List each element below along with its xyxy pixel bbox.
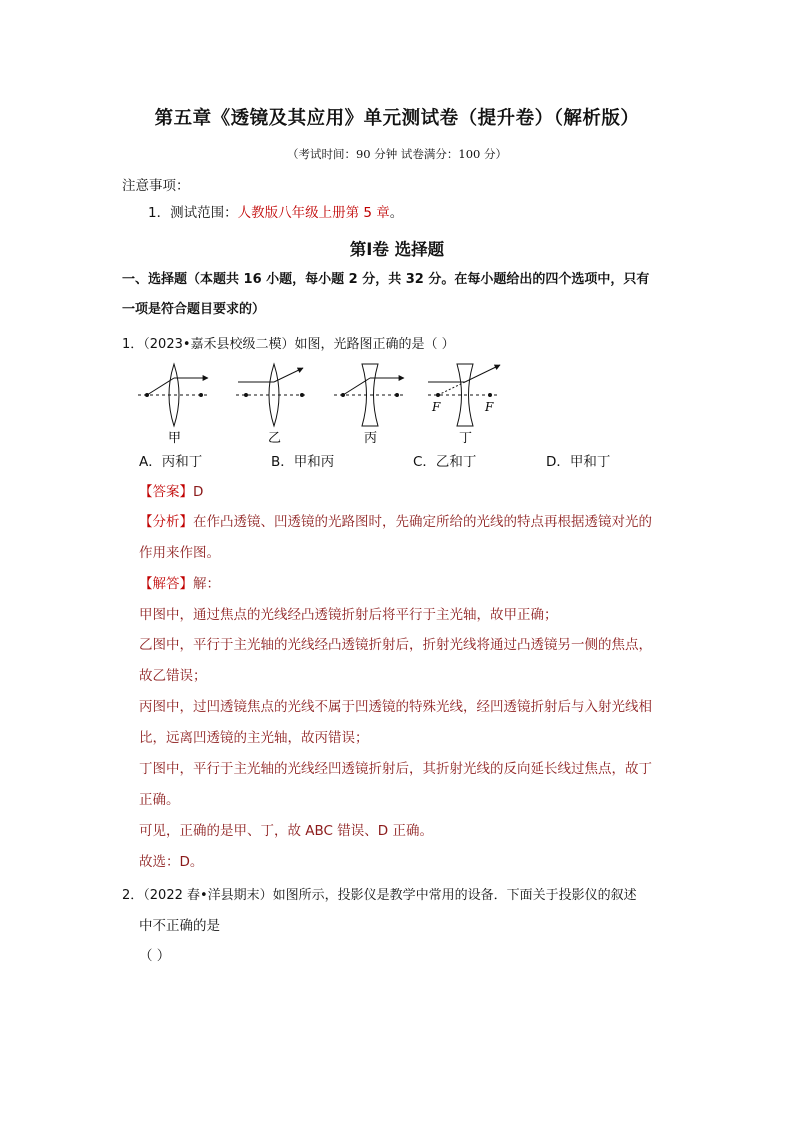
- figure-jia: [138, 364, 210, 426]
- question-2-blank: （ ）: [139, 948, 171, 964]
- question-2-stem-line-1: 2．（2022 春•洋县期末）如图所示，投影仪是教学中常用的设备．下面关于投影仪的叙述: [122, 888, 637, 903]
- solution-line: 甲图中，通过焦点的光线经凸透镜折射后将平行于主光轴，故甲正确；: [139, 607, 558, 623]
- lens-diagram: [128, 360, 528, 450]
- focus-point: [488, 393, 492, 397]
- solution-head: 解：: [193, 576, 220, 592]
- focus-label: F: [432, 400, 441, 414]
- analysis-tag: 【分析】: [139, 514, 193, 530]
- focus-point: [199, 393, 203, 397]
- figure-label-yi: 乙: [268, 431, 282, 446]
- question-2-stem-line-2: 中不正确的是: [139, 918, 220, 934]
- answer-value: D: [193, 484, 204, 500]
- analysis-line-1: [139, 512, 652, 532]
- notice-item-prefix: 1．测试范围：: [148, 205, 238, 221]
- notice-item: [148, 203, 403, 223]
- analysis-line-2: 作用来作图。: [139, 545, 220, 561]
- notice-item-scope: 人教版八年级上册第 5 章: [237, 205, 390, 221]
- focus-label: F: [485, 400, 494, 414]
- figure-label-bing: 丙: [364, 431, 378, 446]
- option-d: D．甲和丁: [546, 454, 611, 470]
- solution-line: 比，远离凹透镜的主光轴，故丙错误；: [139, 730, 369, 746]
- question-1-stem: 1．（2023•嘉禾县校级二模）如图，光路图正确的是（ ）: [122, 337, 455, 352]
- solution-line: 可见，正确的是甲、丁，故 ABC 错误、D 正确。: [139, 823, 433, 839]
- solution-line: 故乙错误；: [139, 668, 207, 684]
- solution-line: 丁图中，平行于主光轴的光线经凹透镜折射后，其折射光线的反向延长线过焦点，故丁: [139, 761, 652, 777]
- notice-heading: 注意事项：: [122, 178, 190, 194]
- notice-item-end: 。: [389, 205, 404, 221]
- solution-tag: 【解答】: [139, 576, 193, 592]
- solution-heading: [139, 574, 220, 594]
- solution-line: 丙图中，过凹透镜焦点的光线不属于凹透镜的特殊光线，经凹透镜折射后与入射光线相: [139, 699, 652, 715]
- option-c: C．乙和丁: [413, 454, 477, 470]
- solution-line: 故选：D。: [139, 854, 204, 870]
- focus-point: [300, 393, 304, 397]
- section-title: 第Ⅰ卷 选择题: [349, 240, 445, 259]
- option-a: A．丙和丁: [139, 454, 203, 470]
- figure-ding: [428, 364, 500, 426]
- answer-line: [139, 482, 203, 502]
- focus-point: [244, 393, 248, 397]
- figure-label-ding: 丁: [459, 431, 473, 446]
- solution-line: 乙图中，平行于主光轴的光线经凸透镜折射后，折射光线将通过凸透镜另一侧的焦点，: [139, 637, 652, 653]
- figure-label-jia: 甲: [168, 431, 182, 446]
- solution-line: 正确。: [139, 792, 180, 808]
- focus-point: [395, 393, 399, 397]
- part-instructions-line-1: 一、选择题（本题共 16 小题，每小题 2 分，共 32 分。在每小题给出的四个选项中，只有: [122, 272, 650, 287]
- figure-yi: [236, 364, 308, 426]
- answer-tag: 【答案】: [139, 484, 193, 500]
- exam-info: （考试时间：90 分钟 试卷满分：100 分）: [286, 147, 508, 161]
- option-b: B．甲和丙: [271, 454, 335, 470]
- part-instructions-line-2: 一项是符合题目要求的）: [122, 302, 266, 317]
- analysis-text-1: 在作凸透镜、凹透镜的光路图时，先确定所给的光线的特点再根据透镜对光的: [193, 514, 652, 530]
- figure-bing: [334, 364, 406, 426]
- page-title: 第五章《透镜及其应用》单元测试卷（提升卷）（解析版）: [154, 108, 640, 129]
